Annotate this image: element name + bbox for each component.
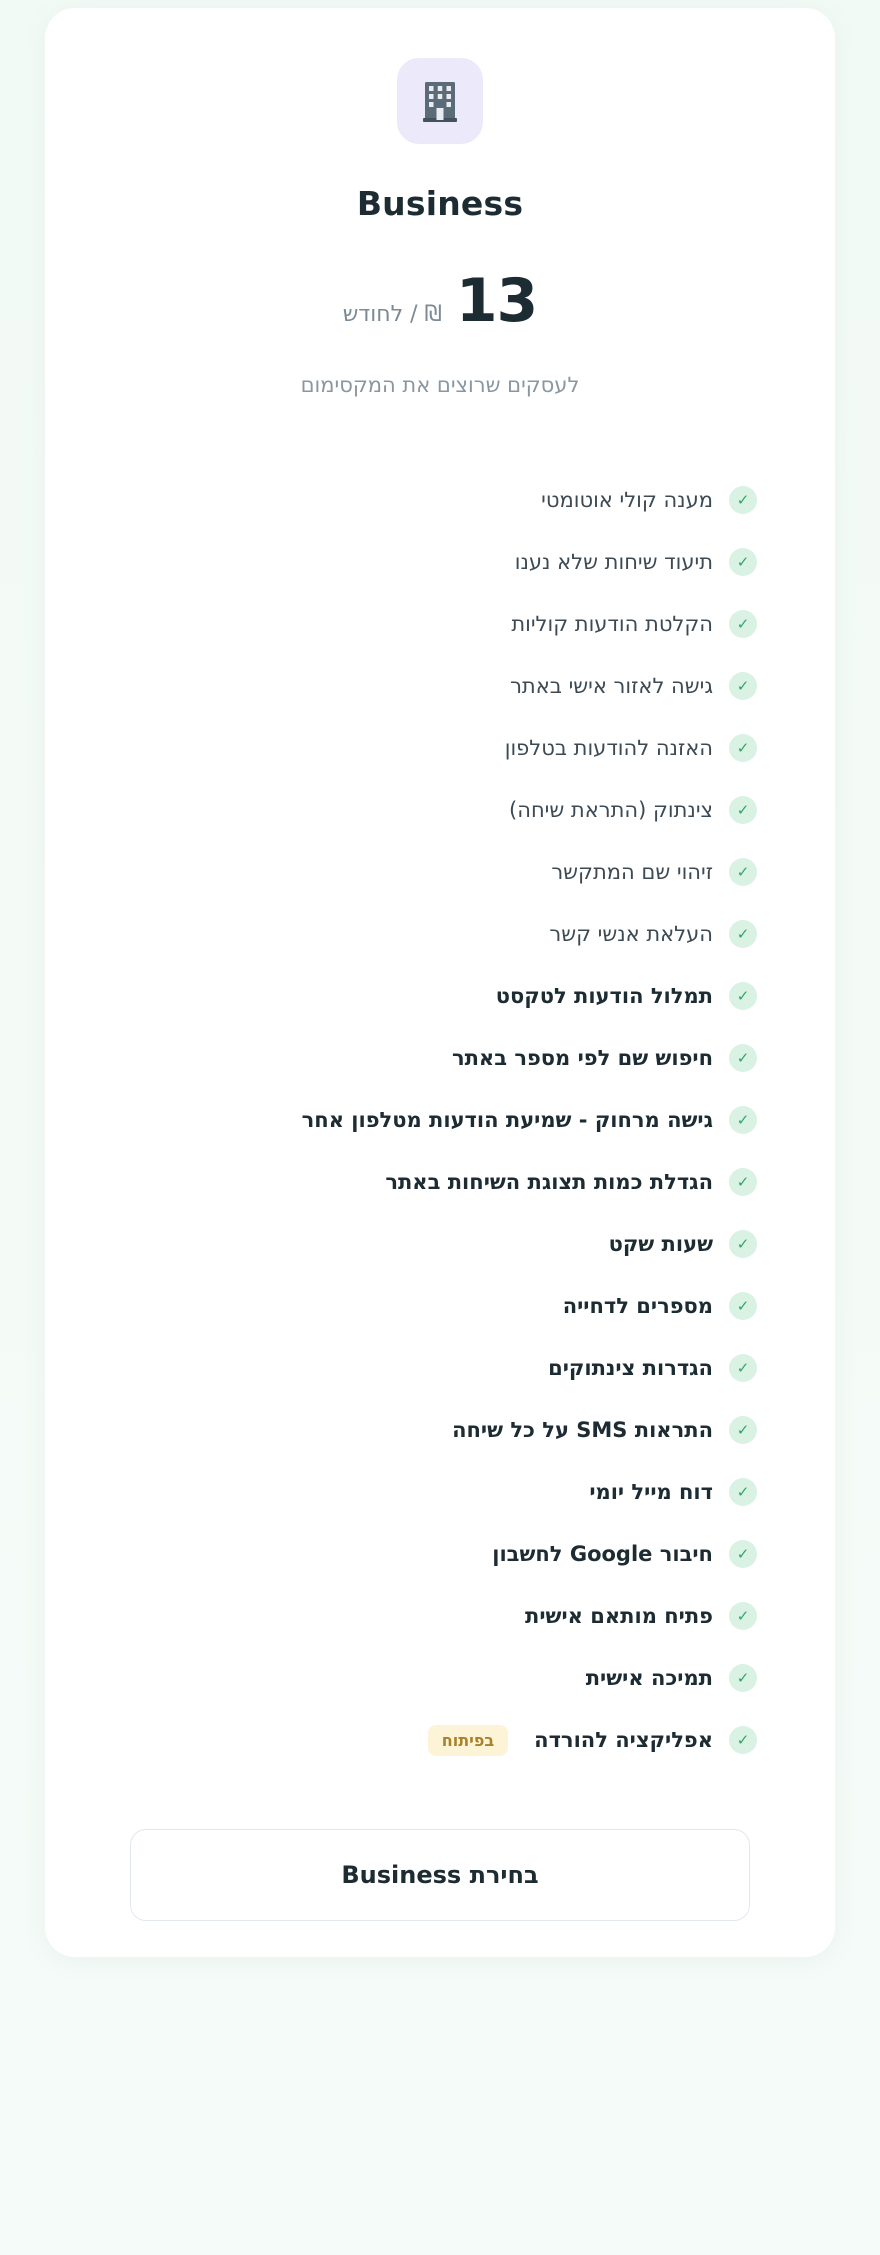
feature-item <box>93 1709 787 1771</box>
check-icon: ✓ <box>729 1540 757 1568</box>
feature-label: גישה לאזור אישי באתר <box>510 674 713 698</box>
feature-label: התראות SMS על כל שיחה <box>452 1418 713 1442</box>
feature-label: מספרים לדחייה <box>562 1294 713 1318</box>
feature-label: תמיכה אישית <box>585 1666 713 1690</box>
check-icon: ✓ <box>729 1106 757 1134</box>
feature-label: הקלטת הודעות קוליות <box>511 612 713 636</box>
feature-item <box>93 965 787 1027</box>
check-icon: ✓ <box>729 672 757 700</box>
feature-item <box>93 531 787 593</box>
feature-label: חיפוש שם לפי מספר באתר <box>451 1046 713 1070</box>
check-icon: ✓ <box>729 1354 757 1382</box>
feature-item <box>93 1461 787 1523</box>
feature-label: האזנה להודעות בטלפון <box>504 736 713 760</box>
check-icon: ✓ <box>729 920 757 948</box>
plan-subtitle: לעסקים שרוצים את המקסימום <box>300 373 580 397</box>
feature-label: חיבור Google לחשבון <box>492 1542 713 1566</box>
check-icon: ✓ <box>729 1416 757 1444</box>
check-icon: ✓ <box>729 1044 757 1072</box>
check-icon: ✓ <box>729 1478 757 1506</box>
feature-list <box>93 469 787 1771</box>
feature-label: גישה מרחוק - שמיעת הודעות מטלפון אחר <box>301 1108 713 1132</box>
price-amount: 13 <box>455 266 538 336</box>
check-icon: ✓ <box>729 858 757 886</box>
feature-label: העלאת אנשי קשר <box>549 922 713 946</box>
feature-item <box>93 717 787 779</box>
check-icon: ✓ <box>729 548 757 576</box>
feature-label: הגדרות צינתוקים <box>548 1356 713 1380</box>
check-icon: ✓ <box>729 1602 757 1630</box>
feature-item <box>93 841 787 903</box>
feature-item <box>93 1151 787 1213</box>
feature-label: מענה קולי אוטומטי <box>541 488 713 512</box>
feature-item <box>93 469 787 531</box>
feature-item <box>93 1523 787 1585</box>
plan-title: Business <box>356 184 524 223</box>
check-icon: ✓ <box>729 1230 757 1258</box>
feature-item <box>93 1647 787 1709</box>
check-icon: ✓ <box>729 610 757 638</box>
check-icon: ✓ <box>729 1168 757 1196</box>
pricing-card <box>45 8 835 1957</box>
feature-item <box>93 779 787 841</box>
check-icon: ✓ <box>729 796 757 824</box>
feature-label: שעות שקט <box>608 1232 713 1256</box>
check-icon: ✓ <box>729 1726 757 1754</box>
check-icon: ✓ <box>729 1664 757 1692</box>
price-period: ₪ / לחודש <box>342 302 442 327</box>
feature-item <box>93 1213 787 1275</box>
check-icon: ✓ <box>729 982 757 1010</box>
feature-item <box>93 1089 787 1151</box>
select-plan-button[interactable]: בחירת Business <box>130 1829 750 1921</box>
check-icon: ✓ <box>729 486 757 514</box>
feature-label: תיעוד שיחות שלא נענו <box>514 550 713 574</box>
feature-label: דוח מייל יומי <box>589 1480 713 1504</box>
feature-item <box>93 1337 787 1399</box>
plan-price <box>342 266 538 336</box>
feature-label: זיהוי שם המתקשר <box>551 860 713 884</box>
feature-label: פתיח מותאם אישית <box>525 1604 713 1628</box>
office-building-icon <box>419 78 461 124</box>
feature-item <box>93 593 787 655</box>
feature-item <box>93 903 787 965</box>
feature-label: צינתוק (התראת שיחה) <box>509 798 713 822</box>
feature-item <box>93 1027 787 1089</box>
status-badge: בפיתוח <box>428 1725 508 1756</box>
plan-icon-container <box>397 58 483 144</box>
feature-label: אפליקציה להורדה <box>534 1728 713 1752</box>
feature-label: הגדלת כמות תצוגת השיחות באתר <box>385 1170 713 1194</box>
feature-label: תמלול הודעות לטקסט <box>495 984 713 1008</box>
feature-item <box>93 1585 787 1647</box>
feature-item <box>93 1399 787 1461</box>
feature-item <box>93 655 787 717</box>
check-icon: ✓ <box>729 1292 757 1320</box>
check-icon: ✓ <box>729 734 757 762</box>
feature-item <box>93 1275 787 1337</box>
